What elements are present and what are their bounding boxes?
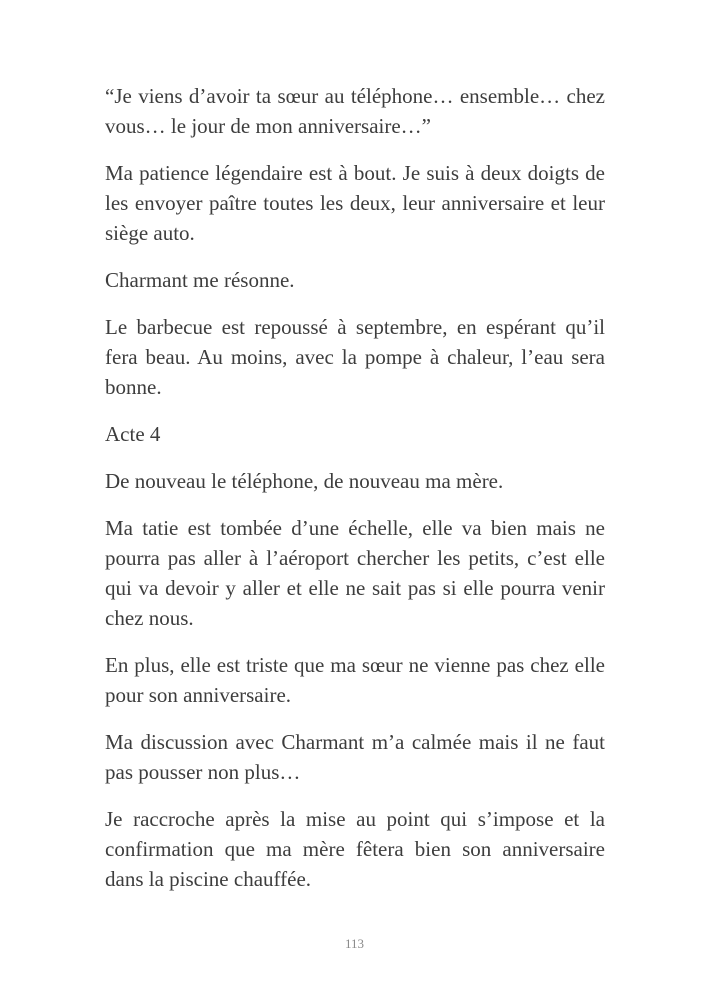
- paragraph: Ma patience légendaire est à bout. Je suis à deux doigts de les envoyer paître toutes les deux, leur anniversaire et leur siège auto.: [105, 161, 605, 245]
- paragraph: Je raccroche après la mise au point qui s’impose et la confirmation que ma mère fêtera bien son anniversaire dans la piscine chauffée.: [105, 807, 605, 891]
- paragraph: En plus, elle est triste que ma sœur ne vienne pas chez elle pour son anniversaire.: [105, 653, 605, 707]
- paragraph: Ma tatie est tombée d’une échelle, elle va bien mais ne pourra pas aller à l’aéroport chercher les petits, c’est elle qui va devoir y aller et elle ne sait pas si elle pourra venir chez nous.: [105, 516, 605, 630]
- page-number: 113: [344, 936, 365, 951]
- paragraph: Ma discussion avec Charmant m’a calmée mais il ne faut pas pousser non plus…: [105, 730, 605, 784]
- section-heading: Acte 4: [105, 422, 161, 446]
- paragraph: Le barbecue est repoussé à septembre, en espérant qu’il fera beau. Au moins, avec la pompe à chaleur, l’eau sera bonne.: [105, 315, 605, 399]
- paragraph: Charmant me résonne.: [105, 268, 295, 292]
- paragraph: “Je viens d’avoir ta sœur au téléphone… ensemble… chez vous… le jour de mon anniversaire…”: [105, 84, 605, 138]
- paragraph: De nouveau le téléphone, de nouveau ma mère.: [105, 469, 504, 493]
- paragraphs: [105, 81, 605, 894]
